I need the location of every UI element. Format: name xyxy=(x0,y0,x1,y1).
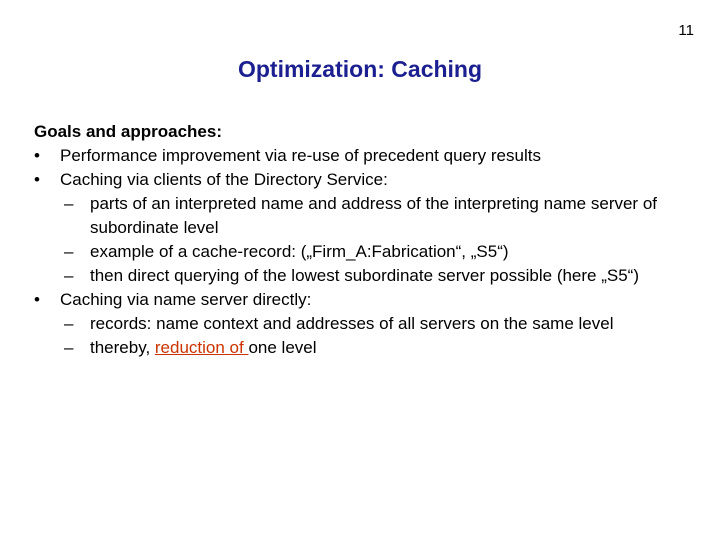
dash-marker: – xyxy=(64,314,74,333)
sub-bullet-text-pre: thereby, xyxy=(90,338,155,357)
bullet-marker: • xyxy=(34,290,40,309)
bullet-item xyxy=(34,288,694,312)
section-heading: Goals and approaches: xyxy=(34,122,222,141)
sub-bullet-text: records: name context and addresses of all servers on the same level xyxy=(90,314,614,333)
bullet-marker: • xyxy=(34,170,40,189)
bullet-marker: • xyxy=(34,146,40,165)
dash-marker: – xyxy=(64,194,74,213)
sub-bullet-text: then direct querying of the lowest subordinate server possible (here „S5“) xyxy=(90,266,640,285)
sub-bullet-item xyxy=(34,312,694,336)
bullet-text: Performance improvement via re-use of precedent query results xyxy=(60,146,541,165)
bullet-item xyxy=(34,144,694,168)
sub-bullet-item xyxy=(34,336,694,360)
bullet-text: Caching via name server directly: xyxy=(60,290,312,309)
dash-marker: – xyxy=(64,242,74,261)
slide-title: Optimization: Caching xyxy=(237,56,483,82)
slide-content xyxy=(34,120,694,360)
sub-bullet-item xyxy=(34,240,694,264)
dash-marker: – xyxy=(64,266,74,285)
highlighted-text: reduction of xyxy=(154,338,249,357)
sub-bullet-text: example of a cache-record: („Firm_A:Fabrication“, „S5“) xyxy=(90,242,509,261)
dash-marker: – xyxy=(64,338,74,357)
bullet-text: Caching via clients of the Directory Service: xyxy=(60,170,388,189)
sub-bullet-item xyxy=(34,192,694,240)
page-number: 11 xyxy=(678,22,694,39)
sub-bullet-text: parts of an interpreted name and address of the interpreting name server of subordinate level xyxy=(90,194,657,237)
sub-bullet-text-post: one level xyxy=(248,338,317,357)
sub-bullet-item xyxy=(34,264,694,288)
bullet-item xyxy=(34,168,694,192)
